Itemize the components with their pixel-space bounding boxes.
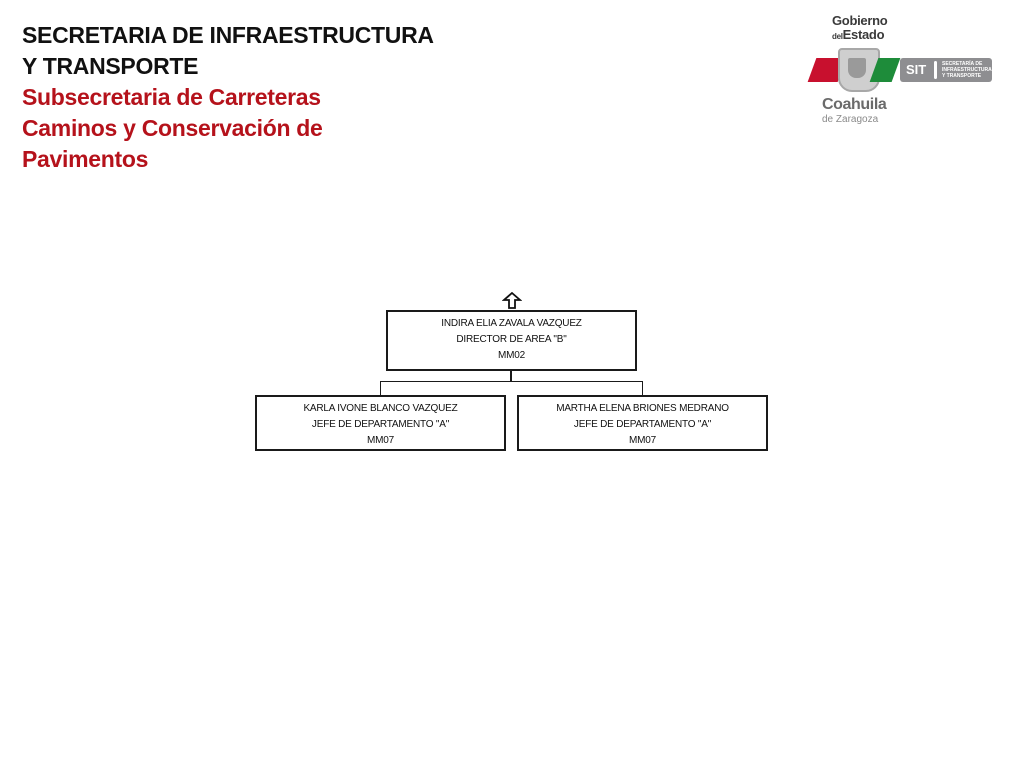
node-level: MM07 xyxy=(367,435,394,446)
node-position: DIRECTOR DE AREA "B" xyxy=(456,334,567,345)
up-arrow-icon[interactable] xyxy=(502,292,522,309)
node-position: JEFE DE DEPARTAMENTO "A" xyxy=(573,419,712,430)
org-node-jefe-2 xyxy=(517,395,768,451)
title-line-1: SECRETARIA DE INFRAESTRUCTURA xyxy=(22,22,434,48)
connector-vertical-right xyxy=(642,381,643,395)
logo-coahuila-text: Coahuila xyxy=(822,96,887,113)
sit-badge: SIT SECRETARÍA DE INFRAESTRUCTURA Y TRANSPORTE xyxy=(900,58,992,82)
node-name: KARLA IVONE BLANCO VAZQUEZ xyxy=(303,403,458,414)
government-logo xyxy=(808,10,998,130)
subtitle-line-3: Pavimentos xyxy=(22,146,149,172)
node-name: INDIRA ELIA ZAVALA VAZQUEZ xyxy=(441,318,582,329)
org-node-director xyxy=(386,310,637,371)
node-name: MARTHA ELENA BRIONES MEDRANO xyxy=(556,403,729,414)
logo-gobierno-text: Gobierno delEstado xyxy=(832,13,888,42)
connector-vertical-left xyxy=(380,381,381,395)
org-node-jefe-1 xyxy=(255,395,506,451)
page-title xyxy=(22,20,434,175)
logo-zaragoza-text: de Zaragoza xyxy=(822,114,879,125)
title-line-2: Y TRANSPORTE xyxy=(22,53,199,79)
subtitle-line-2: Caminos y Conservación de xyxy=(22,115,323,141)
subtitle-line-1: Subsecretaria de Carreteras xyxy=(22,84,321,110)
node-position: JEFE DE DEPARTAMENTO "A" xyxy=(311,419,450,430)
connector-horizontal xyxy=(380,381,643,382)
node-level: MM07 xyxy=(629,435,656,446)
node-level: MM02 xyxy=(498,350,525,361)
